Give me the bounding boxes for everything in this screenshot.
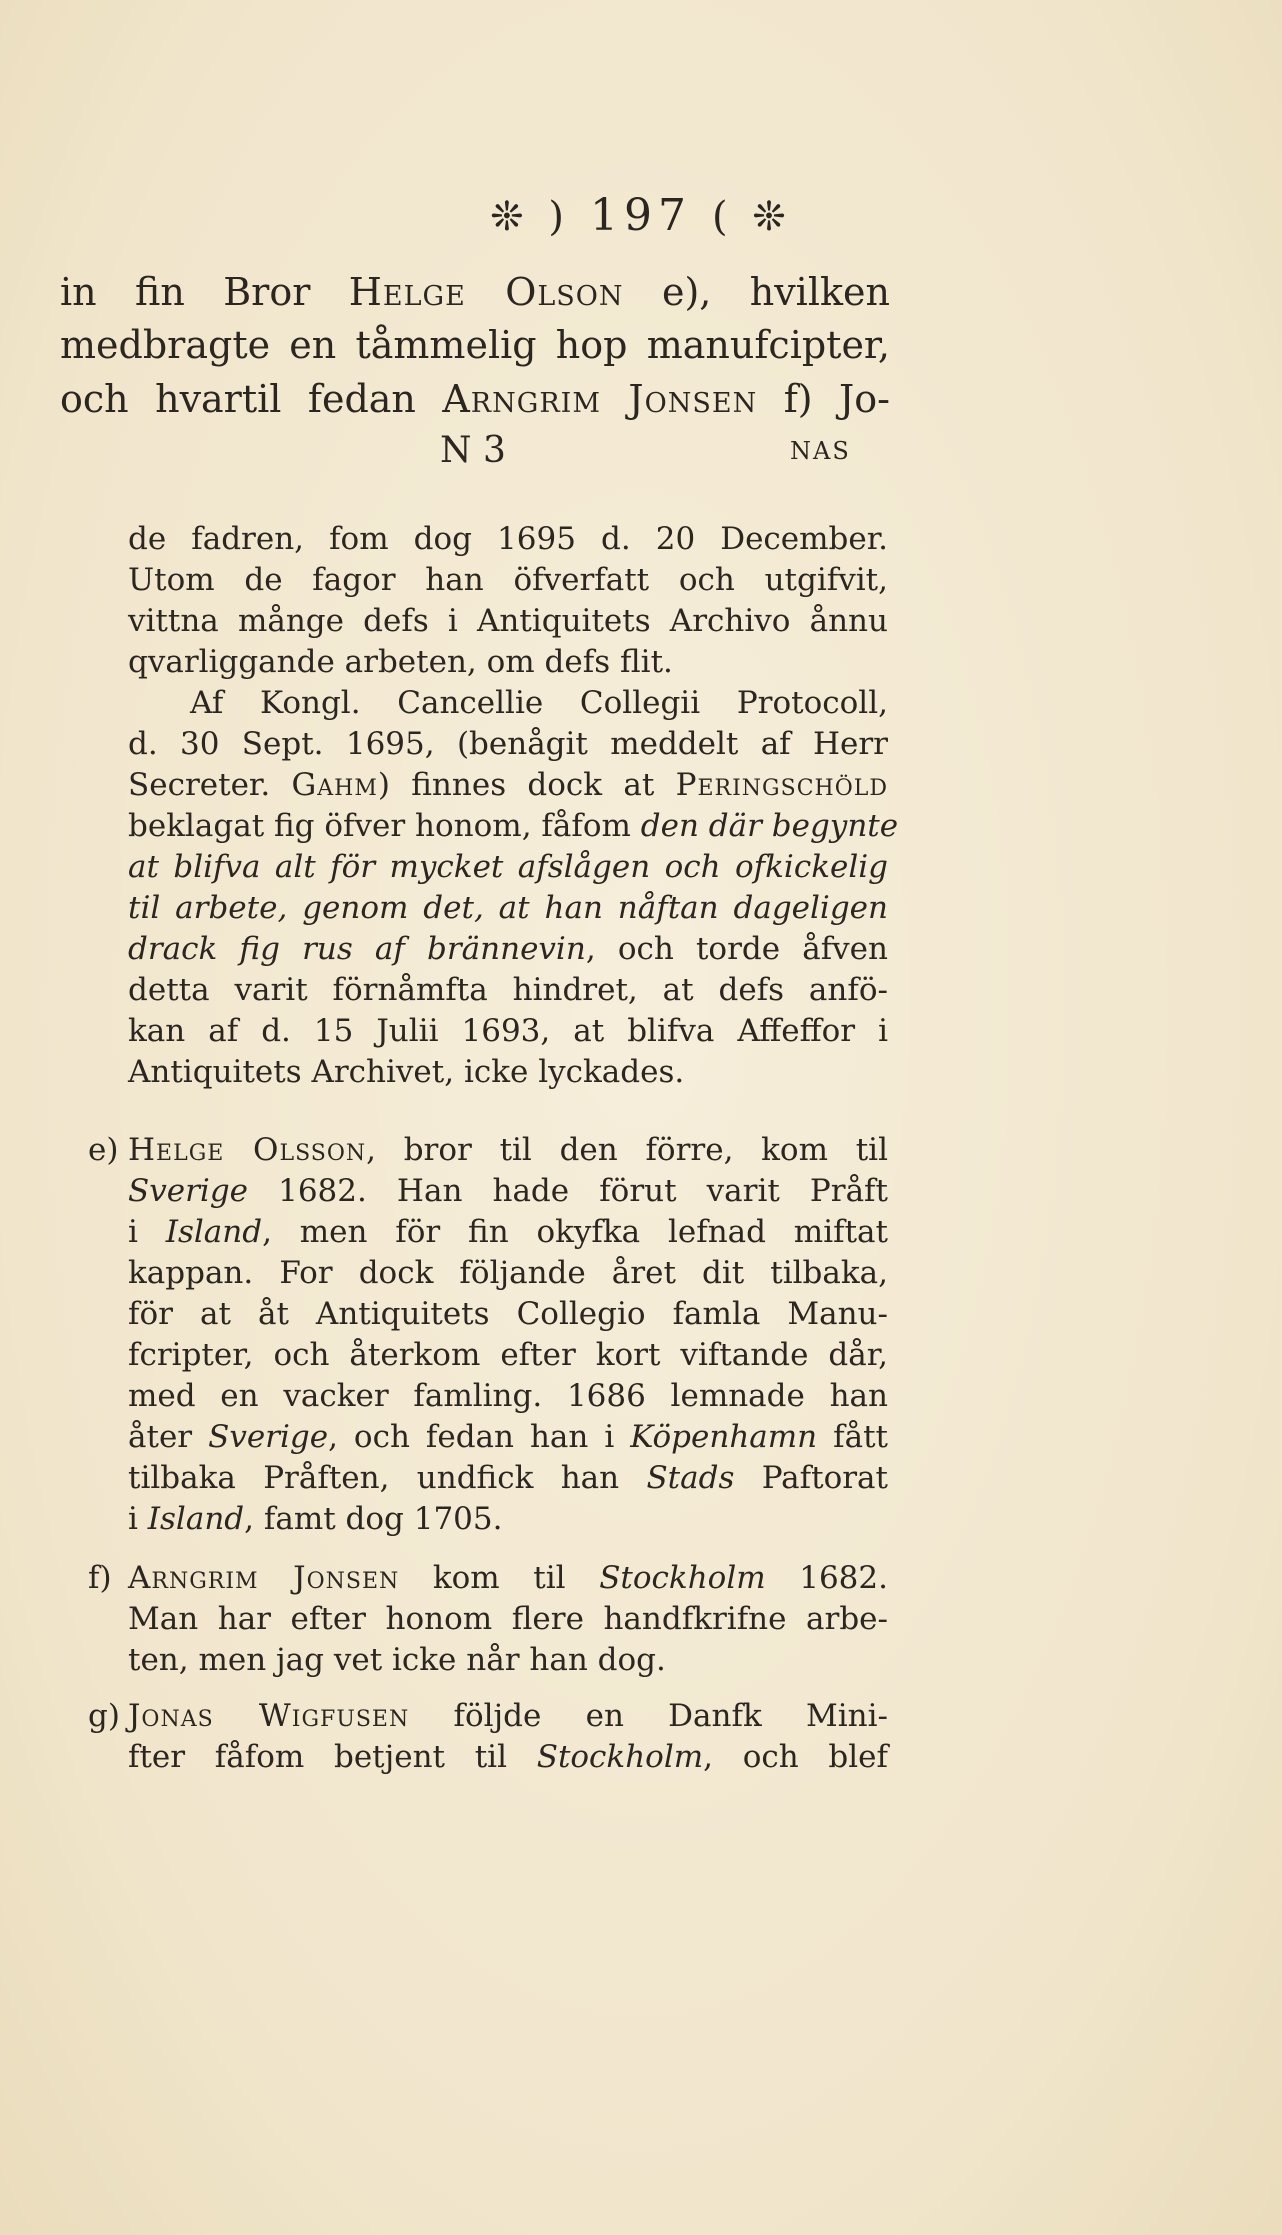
footnote-e-line: med en vacker famling. 1686 lemnade han xyxy=(128,1378,888,1414)
footnote-d-line: qvarliggande arbeten, om defs flit. xyxy=(128,644,673,680)
catchword: NAS xyxy=(790,437,851,465)
signature-mark: N 3 xyxy=(440,430,506,471)
footnote-e-line: Helge Olsson, bror til den förre, kom til xyxy=(128,1132,888,1168)
footnote-g-mark: g) xyxy=(88,1698,120,1734)
footnote-d-line: Secreter. Gahm) finnes dock at Peringschöld xyxy=(128,767,888,803)
footnote-e-line: fcripter, och återkom efter kort viftande dår, xyxy=(128,1337,888,1373)
footnote-e-line: åter Sverige, och fedan han i Köpenhamn fått xyxy=(128,1419,888,1455)
footnote-e-line: i Island, famt dog 1705. xyxy=(128,1501,503,1537)
person-name: Arngrim Jonsen xyxy=(442,377,758,421)
footnote-d-line: de fadren, fom dog 1695 d. 20 December. xyxy=(128,521,888,557)
footnote-g-line: Jonas Wigfusen följde en Danfk Mini- xyxy=(128,1698,889,1734)
footnote-d-line: kan af d. 15 Julii 1693, at blifva Affeffor i xyxy=(128,1013,888,1049)
footnote-f-line: Man har efter honom flere handfkrifne arbe- xyxy=(128,1601,888,1637)
footnote-d-line: Antiquitets Archivet, icke lyckades. xyxy=(128,1054,685,1090)
footnote-f-line: Arngrim Jonsen kom til Stockholm 1682. xyxy=(128,1560,888,1596)
main-text-line-3: och hvartil fedan Arngrim Jonsen f) Jo- xyxy=(60,377,891,421)
page-header xyxy=(0,190,1282,241)
footnote-d-line: drack fig rus af brännevin, och torde åfven xyxy=(128,931,888,967)
footnote-d-line: til arbete, genom det, at han nåftan dageligen xyxy=(128,890,888,926)
footnote-e-mark: e) xyxy=(88,1132,119,1168)
ornament-left: ❊ ) xyxy=(490,194,570,240)
main-text-line-1: in fin Bror Helge Olson e), hvilken xyxy=(60,270,890,314)
footnote-d-line: detta varit förnåmfta hindret, at defs anfö- xyxy=(128,972,888,1008)
ornament-right: ( ❊ xyxy=(711,194,792,240)
footnote-e-line: för at åt Antiquitets Collegio famla Manu- xyxy=(128,1296,888,1332)
footnote-d-line: beklagat fig öfver honom, fåfom den där begynte xyxy=(128,808,899,844)
footnote-d-line: at blifva alt för mycket afslågen och ofkickelig xyxy=(128,849,888,885)
footnote-d-line: d. 30 Sept. 1695, (benågit meddelt af Herr xyxy=(128,726,888,762)
footnote-e-line: tilbaka Pråften, undfick han Stads Paftorat xyxy=(128,1460,888,1496)
main-text-line-2: medbragte en tåmmelig hop manufcipter, xyxy=(60,323,890,367)
footnote-d-line: vittna månge defs i Antiquitets Archivo ånnu xyxy=(128,603,888,639)
footnote-e-line: kappan. For dock följande året dit tilbaka, xyxy=(128,1255,888,1291)
person-name: Helge Olson xyxy=(348,270,624,314)
footnote-g-line: fter fåfom betjent til Stockholm, och blef xyxy=(128,1739,888,1775)
footnote-d-line: Af Kongl. Cancellie Collegii Protocoll, xyxy=(190,685,888,721)
footnote-e-line: Sverige 1682. Han hade förut varit Pråft xyxy=(128,1173,888,1209)
footnote-e-line: i Island, men för fin okyfka lefnad miftat xyxy=(128,1214,888,1250)
footnote-f-mark: f) xyxy=(88,1560,112,1596)
page-number: 197 xyxy=(590,190,692,241)
footnote-d-line: Utom de fagor han öfverfatt och utgifvit, xyxy=(128,562,888,598)
footnote-f-line: ten, men jag vet icke når han dog. xyxy=(128,1642,666,1678)
